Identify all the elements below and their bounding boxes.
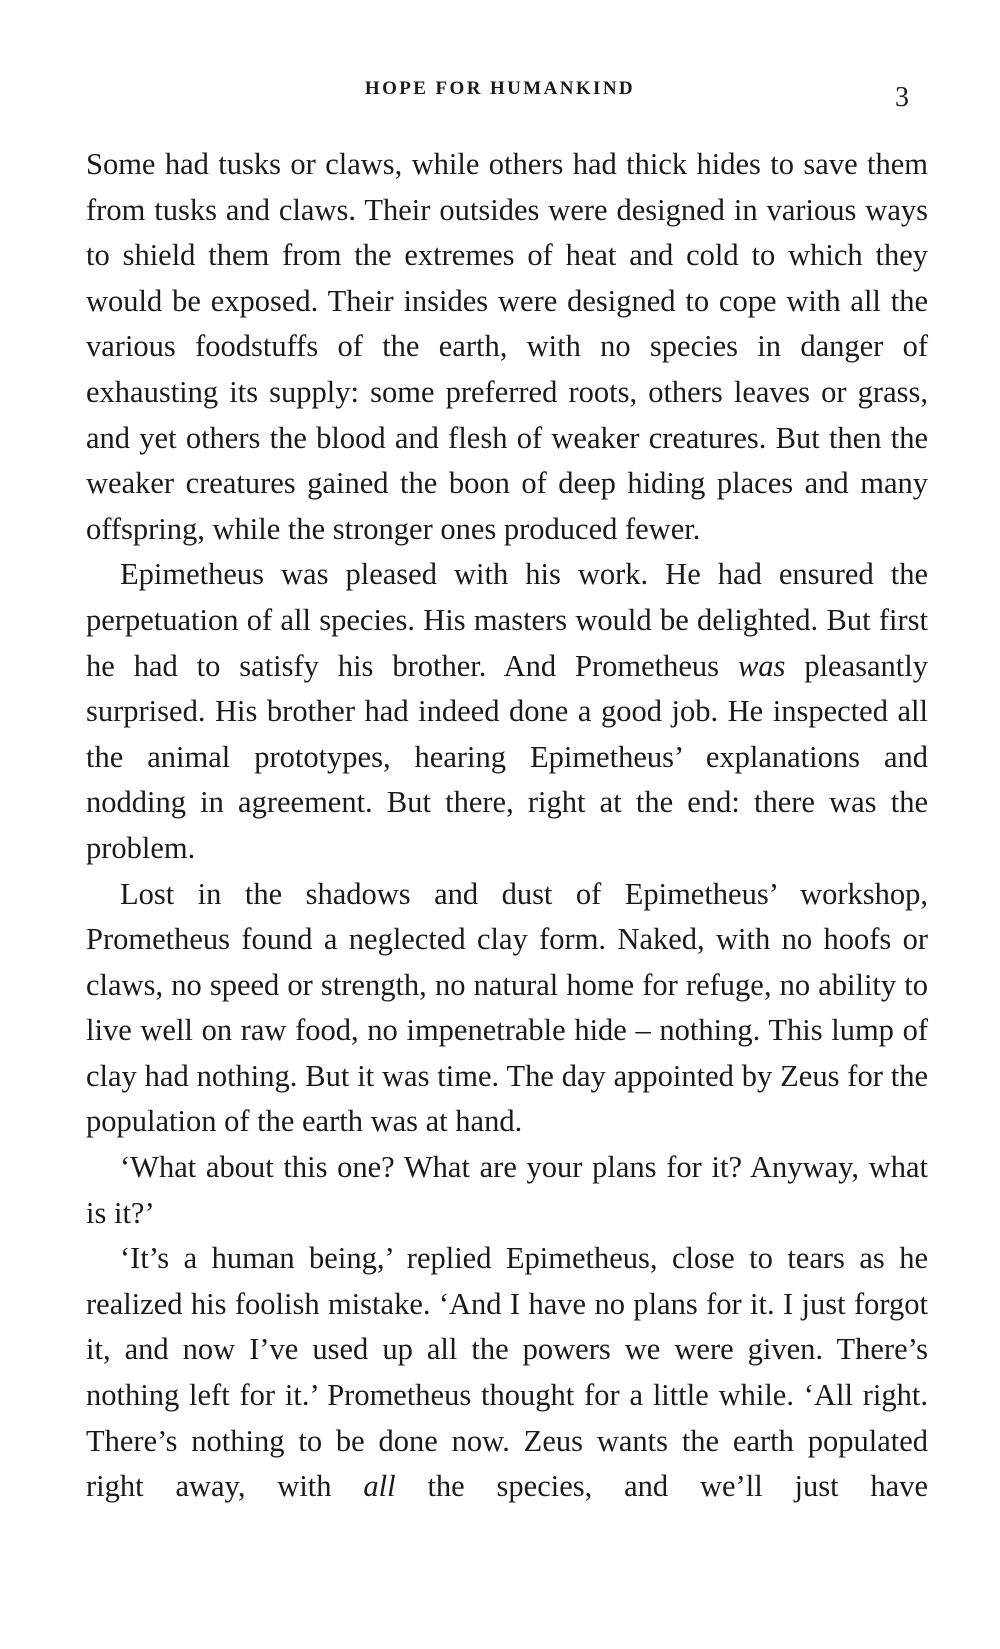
paragraph-1: Some had tusks or claws, while others had thick hides to save them from tusks and claws. Their outsides were designed in various ways to shield them from the extremes of heat and cold to which they would be exposed. Their insides were designed to cope with all the various foodstuffs of the earth, with no species in danger of exhausting its supply: some preferred roots, others leaves or grass, and yet others the blood and flesh of weaker creatures. But then the weaker creatures gained the boon of deep hiding places and many offspring, while the stronger ones produced fewer. bbox=[86, 147, 928, 546]
paragraph-2 bbox=[86, 552, 928, 871]
running-head: HOPE FOR HUMANKIND bbox=[364, 78, 636, 99]
body-text bbox=[86, 142, 928, 1510]
paragraph-5 bbox=[86, 1236, 928, 1510]
paragraph-2-emphasis: was bbox=[737, 648, 786, 683]
paragraph-5-emphasis: all bbox=[363, 1469, 396, 1504]
paragraph-3: Lost in the shadows and dust of Epimetheus’ workshop, Prometheus found a neglected clay form. Naked, with no hoofs or claws, no speed or strength, no natural home for refuge, no ability to live well on raw food, no impenetrable hide – nothing. This lump of clay had nothing. But it was time. The day appointed by Zeus for the population of the earth was at hand. bbox=[86, 876, 928, 1139]
paragraph-4: ‘What about this one? What are your plans for it? Anyway, what is it?’ bbox=[86, 1150, 928, 1230]
paragraph-2-text-a: Epimetheus was pleased with his work. He had ensured the perpetuation of all species. His masters would be delighted. But first he had to satisfy his brother. And Prometheus bbox=[86, 557, 928, 683]
paragraph-5-text-b: the species, and we’ll just have bbox=[395, 1469, 929, 1504]
page-number: 3 bbox=[895, 82, 909, 113]
paragraph-2-text-b: pleasantly surprised. His brother had indeed done a good job. He inspected all the animal prototypes, hearing Epimetheus’ explanations and nodding in agreement. But there, right at the end: there was the problem. bbox=[86, 648, 928, 865]
paragraph-5-text-a: ‘It’s a human being,’ replied Epimetheus, close to tears as he realized his foolish mistake. ‘And I have no plans for it. I just forgot it, and now I’ve used up all the powers we were given. There’s nothing left for it.’ Prometheus thought for a little while. ‘All right. There’s nothing to be done now. Zeus wants the earth populated right away, with bbox=[86, 1241, 928, 1504]
